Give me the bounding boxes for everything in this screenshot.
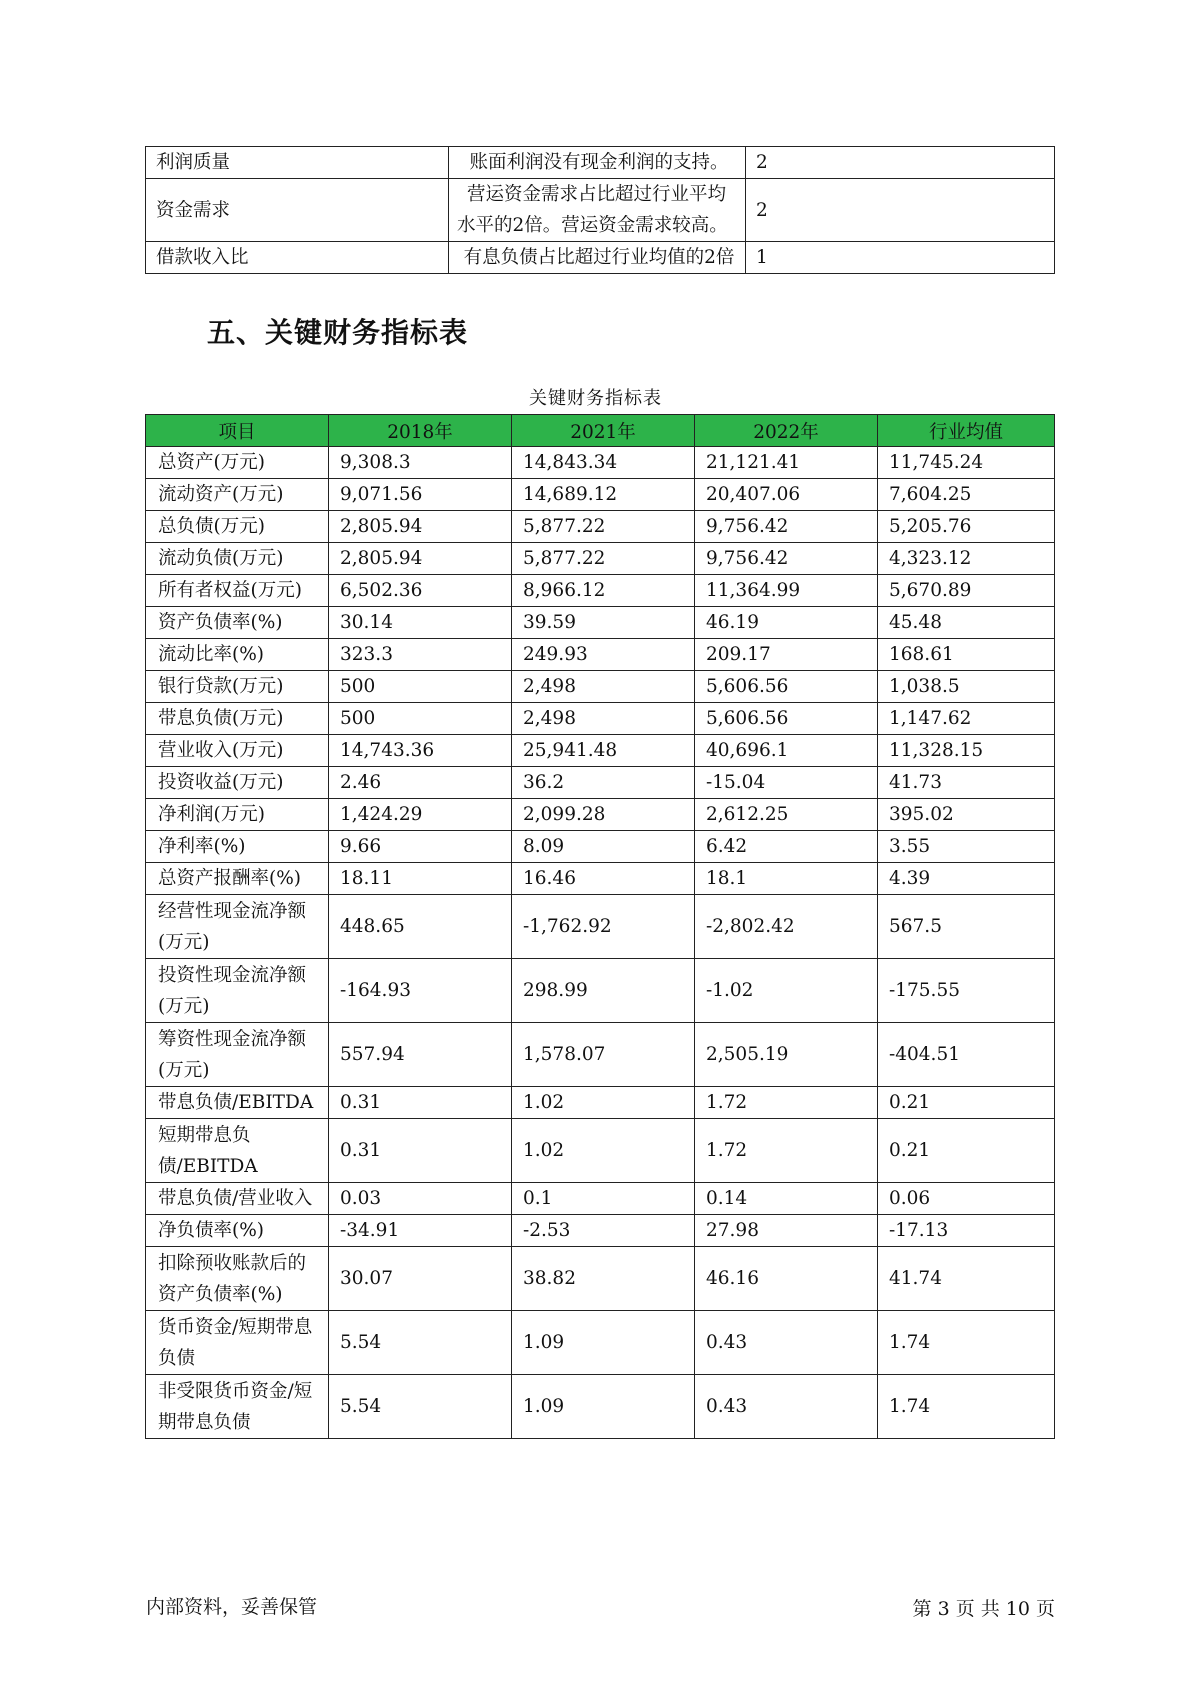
table-row xyxy=(146,639,1055,671)
cell-value: 448.65 xyxy=(329,895,512,959)
cell-value: 14,843.34 xyxy=(512,447,695,479)
table-row xyxy=(146,511,1055,543)
row-label: 银行贷款(万元) xyxy=(146,671,329,703)
footer-confidential-note: 内部资料，妥善保管 xyxy=(146,1596,318,1618)
row-label: 非受限货币资金/短期带息负债 xyxy=(146,1375,329,1439)
cell-value: 1.74 xyxy=(878,1375,1055,1439)
table-row xyxy=(146,179,1055,242)
row-label: 总资产(万元) xyxy=(146,447,329,479)
cell-value: -2,802.42 xyxy=(695,895,878,959)
table-row xyxy=(146,1023,1055,1087)
table-row xyxy=(146,671,1055,703)
table-row xyxy=(146,895,1055,959)
cell-value: 5,205.76 xyxy=(878,511,1055,543)
table-row xyxy=(146,703,1055,735)
cell-value: 25,941.48 xyxy=(512,735,695,767)
table-row xyxy=(146,447,1055,479)
cell-value: 4.39 xyxy=(878,863,1055,895)
cell-value: 8,966.12 xyxy=(512,575,695,607)
cell-value: -2.53 xyxy=(512,1215,695,1247)
cell-value: 1.72 xyxy=(695,1087,878,1119)
cell-value: 18.1 xyxy=(695,863,878,895)
cell-value: 14,743.36 xyxy=(329,735,512,767)
row-label: 资产负债率(%) xyxy=(146,607,329,639)
row-label: 净负债率(%) xyxy=(146,1215,329,1247)
column-header-2021: 2021年 xyxy=(512,415,695,447)
cell-value: 1,424.29 xyxy=(329,799,512,831)
cell-value: -1.02 xyxy=(695,959,878,1023)
cell-value: 16.46 xyxy=(512,863,695,895)
footer-page-number: 第 3 页 共 10 页 xyxy=(912,1598,1055,1620)
cell-value: 249.93 xyxy=(512,639,695,671)
cell-value: 5,877.22 xyxy=(512,543,695,575)
row-label: 净利润(万元) xyxy=(146,799,329,831)
risk-item: 资金需求 xyxy=(146,179,449,242)
row-label: 流动比率(%) xyxy=(146,639,329,671)
column-header-2018: 2018年 xyxy=(329,415,512,447)
cell-value: -34.91 xyxy=(329,1215,512,1247)
cell-value: 45.48 xyxy=(878,607,1055,639)
cell-value: 2,805.94 xyxy=(329,511,512,543)
key-financial-indicators-table xyxy=(145,414,1055,1439)
cell-value: 1,147.62 xyxy=(878,703,1055,735)
cell-value: 39.59 xyxy=(512,607,695,639)
row-label: 投资性现金流净额(万元) xyxy=(146,959,329,1023)
column-header-industry-average: 行业均值 xyxy=(878,415,1055,447)
cell-value: 5,877.22 xyxy=(512,511,695,543)
row-label: 筹资性现金流净额(万元) xyxy=(146,1023,329,1087)
table-row xyxy=(146,1311,1055,1375)
cell-value: -17.13 xyxy=(878,1215,1055,1247)
risk-score: 2 xyxy=(746,147,1055,179)
cell-value: 1.74 xyxy=(878,1311,1055,1375)
cell-value: 8.09 xyxy=(512,831,695,863)
cell-value: 0.03 xyxy=(329,1183,512,1215)
table-header-row xyxy=(146,415,1055,447)
row-label: 总负债(万元) xyxy=(146,511,329,543)
risk-assessment-table xyxy=(145,146,1055,274)
table-row xyxy=(146,959,1055,1023)
row-label: 带息负债/营业收入 xyxy=(146,1183,329,1215)
cell-value: 0.06 xyxy=(878,1183,1055,1215)
table-row xyxy=(146,799,1055,831)
cell-value: 209.17 xyxy=(695,639,878,671)
cell-value: 0.31 xyxy=(329,1087,512,1119)
cell-value: 3.55 xyxy=(878,831,1055,863)
cell-value: 0.43 xyxy=(695,1311,878,1375)
cell-value: 6.42 xyxy=(695,831,878,863)
table-row xyxy=(146,147,1055,179)
risk-item: 借款收入比 xyxy=(146,242,449,274)
cell-value: 2,099.28 xyxy=(512,799,695,831)
cell-value: 5,606.56 xyxy=(695,671,878,703)
table-body xyxy=(146,447,1055,1439)
row-label: 流动资产(万元) xyxy=(146,479,329,511)
cell-value: 7,604.25 xyxy=(878,479,1055,511)
cell-value: 38.82 xyxy=(512,1247,695,1311)
cell-value: 41.73 xyxy=(878,767,1055,799)
row-label: 流动负债(万元) xyxy=(146,543,329,575)
cell-value: 0.14 xyxy=(695,1183,878,1215)
cell-value: 500 xyxy=(329,671,512,703)
row-label: 所有者权益(万元) xyxy=(146,575,329,607)
cell-value: -404.51 xyxy=(878,1023,1055,1087)
row-label: 经营性现金流净额(万元) xyxy=(146,895,329,959)
cell-value: 2,805.94 xyxy=(329,543,512,575)
cell-value: 9,756.42 xyxy=(695,511,878,543)
column-header-2022: 2022年 xyxy=(695,415,878,447)
cell-value: 1,578.07 xyxy=(512,1023,695,1087)
cell-value: 5.54 xyxy=(329,1375,512,1439)
cell-value: -1,762.92 xyxy=(512,895,695,959)
cell-value: 30.07 xyxy=(329,1247,512,1311)
cell-value: 5,606.56 xyxy=(695,703,878,735)
cell-value: 2,612.25 xyxy=(695,799,878,831)
cell-value: 9.66 xyxy=(329,831,512,863)
cell-value: 30.14 xyxy=(329,607,512,639)
table-caption: 关键财务指标表 xyxy=(529,388,662,409)
row-label: 总资产报酬率(%) xyxy=(146,863,329,895)
cell-value: 1.02 xyxy=(512,1087,695,1119)
cell-value: 11,364.99 xyxy=(695,575,878,607)
cell-value: -175.55 xyxy=(878,959,1055,1023)
table-row xyxy=(146,479,1055,511)
cell-value: 0.1 xyxy=(512,1183,695,1215)
table-row xyxy=(146,543,1055,575)
risk-score: 2 xyxy=(746,179,1055,242)
cell-value: 1.09 xyxy=(512,1311,695,1375)
cell-value: 5,670.89 xyxy=(878,575,1055,607)
cell-value: 6,502.36 xyxy=(329,575,512,607)
cell-value: 168.61 xyxy=(878,639,1055,671)
cell-value: 21,121.41 xyxy=(695,447,878,479)
row-label: 货币资金/短期带息负债 xyxy=(146,1311,329,1375)
cell-value: 1,038.5 xyxy=(878,671,1055,703)
cell-value: 5.54 xyxy=(329,1311,512,1375)
cell-value: 9,071.56 xyxy=(329,479,512,511)
table-row xyxy=(146,575,1055,607)
cell-value: -164.93 xyxy=(329,959,512,1023)
cell-value: 18.11 xyxy=(329,863,512,895)
cell-value: 0.43 xyxy=(695,1375,878,1439)
cell-value: 323.3 xyxy=(329,639,512,671)
cell-value: 40,696.1 xyxy=(695,735,878,767)
cell-value: 20,407.06 xyxy=(695,479,878,511)
cell-value: 0.31 xyxy=(329,1119,512,1183)
cell-value: 46.19 xyxy=(695,607,878,639)
row-label: 短期带息负债/EBITDA xyxy=(146,1119,329,1183)
table-row xyxy=(146,735,1055,767)
row-label: 投资收益(万元) xyxy=(146,767,329,799)
cell-value: 395.02 xyxy=(878,799,1055,831)
table-row xyxy=(146,863,1055,895)
cell-value: 2,505.19 xyxy=(695,1023,878,1087)
cell-value: 1.09 xyxy=(512,1375,695,1439)
cell-value: 4,323.12 xyxy=(878,543,1055,575)
cell-value: 2,498 xyxy=(512,671,695,703)
table-row xyxy=(146,831,1055,863)
cell-value: 557.94 xyxy=(329,1023,512,1087)
cell-value: 0.21 xyxy=(878,1087,1055,1119)
cell-value: 11,745.24 xyxy=(878,447,1055,479)
row-label: 营业收入(万元) xyxy=(146,735,329,767)
table-row xyxy=(146,1183,1055,1215)
cell-value: 1.02 xyxy=(512,1119,695,1183)
cell-value: 2.46 xyxy=(329,767,512,799)
cell-value: 41.74 xyxy=(878,1247,1055,1311)
cell-value: 567.5 xyxy=(878,895,1055,959)
row-label: 净利率(%) xyxy=(146,831,329,863)
row-label: 带息负债(万元) xyxy=(146,703,329,735)
cell-value: 500 xyxy=(329,703,512,735)
cell-value: 298.99 xyxy=(512,959,695,1023)
table-row xyxy=(146,1375,1055,1439)
table-row xyxy=(146,1119,1055,1183)
risk-description: 账面利润没有现金利润的支持。 xyxy=(449,147,746,179)
cell-value: -15.04 xyxy=(695,767,878,799)
row-label: 带息负债/EBITDA xyxy=(146,1087,329,1119)
column-header-item: 项目 xyxy=(146,415,329,447)
cell-value: 1.72 xyxy=(695,1119,878,1183)
risk-description: 营运资金需求占比超过行业平均水平的2倍。营运资金需求较高。 xyxy=(449,179,746,242)
cell-value: 14,689.12 xyxy=(512,479,695,511)
risk-item: 利润质量 xyxy=(146,147,449,179)
cell-value: 36.2 xyxy=(512,767,695,799)
cell-value: 0.21 xyxy=(878,1119,1055,1183)
table-row xyxy=(146,767,1055,799)
risk-score: 1 xyxy=(746,242,1055,274)
risk-description: 有息负债占比超过行业均值的2倍 xyxy=(449,242,746,274)
table-row xyxy=(146,242,1055,274)
table-row xyxy=(146,607,1055,639)
cell-value: 9,756.42 xyxy=(695,543,878,575)
cell-value: 2,498 xyxy=(512,703,695,735)
row-label: 扣除预收账款后的资产负债率(%) xyxy=(146,1247,329,1311)
cell-value: 46.16 xyxy=(695,1247,878,1311)
table-row xyxy=(146,1087,1055,1119)
section-heading: 五、关键财务指标表 xyxy=(207,316,469,349)
cell-value: 27.98 xyxy=(695,1215,878,1247)
cell-value: 9,308.3 xyxy=(329,447,512,479)
table-row xyxy=(146,1215,1055,1247)
cell-value: 11,328.15 xyxy=(878,735,1055,767)
table-row xyxy=(146,1247,1055,1311)
